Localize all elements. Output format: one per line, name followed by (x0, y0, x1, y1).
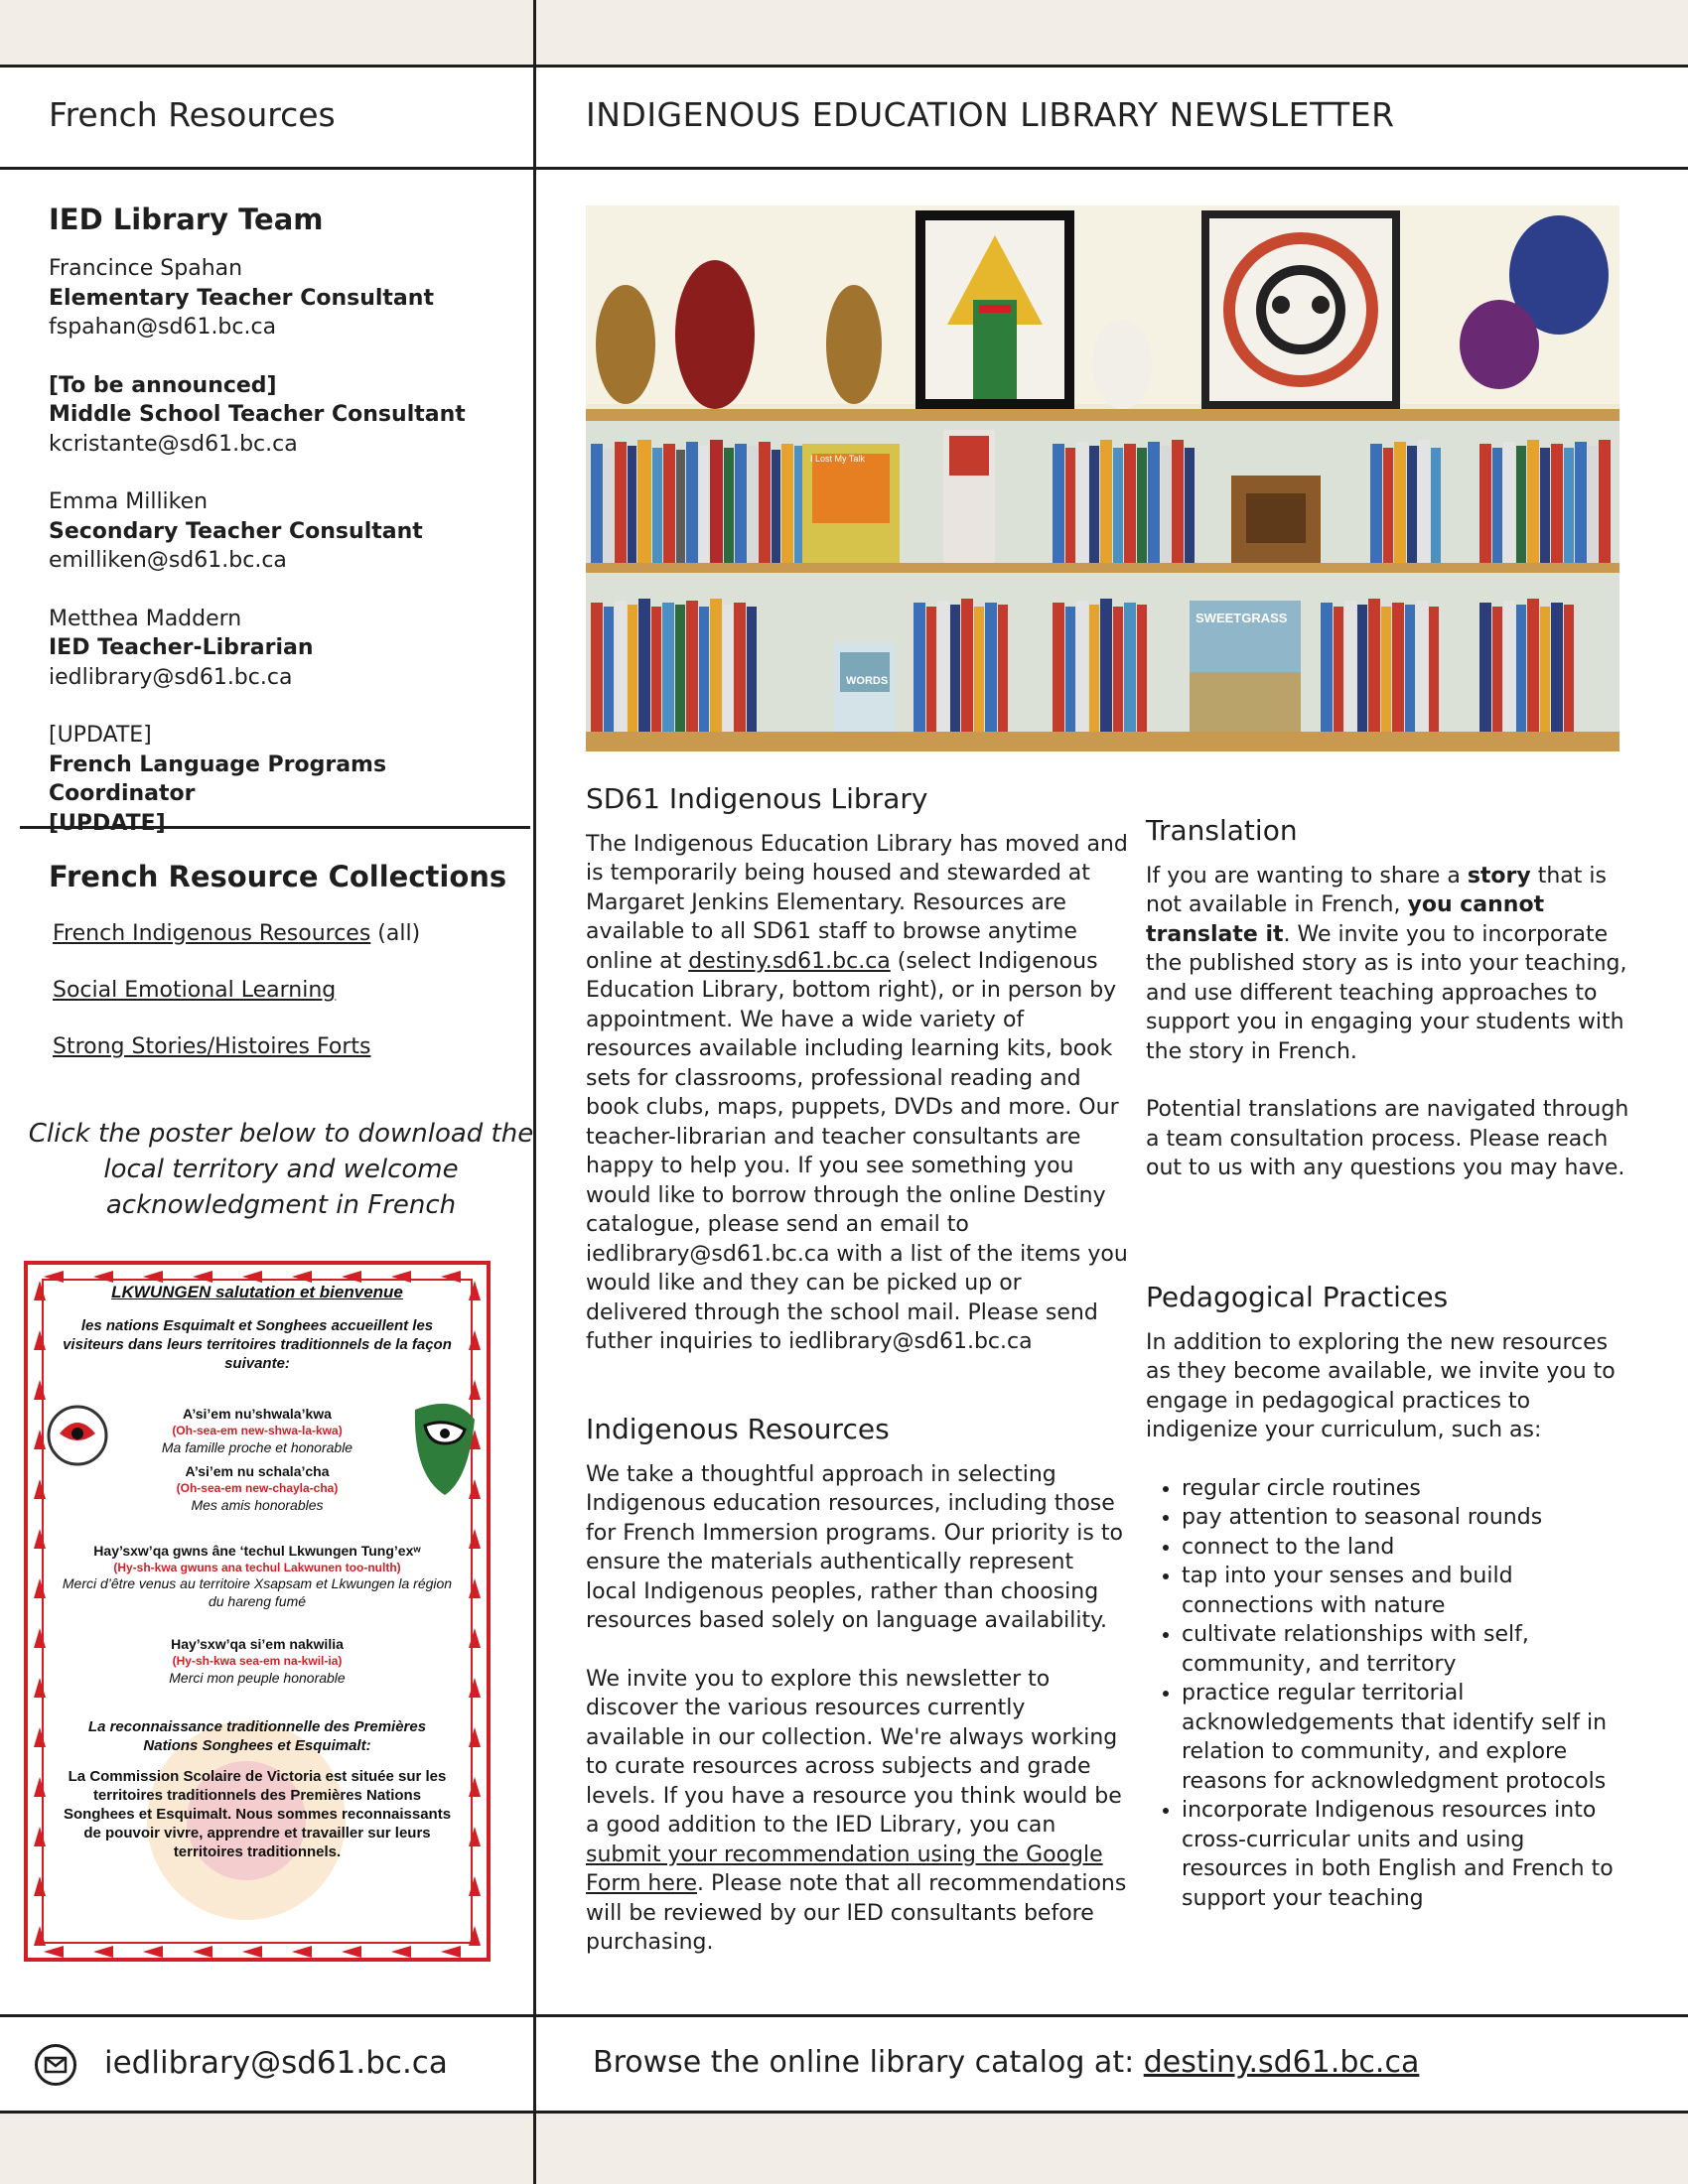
sidebar-title: French Resources (49, 95, 336, 134)
collections-section (49, 860, 525, 1091)
team-heading: IED Library Team (49, 203, 324, 236)
greeting-4-pronunciation: (Hy-sh-kwa sea-em na-kwil-ia) (172, 1654, 343, 1668)
translation-heading: Translation (1146, 814, 1298, 847)
greeting-2-pronunciation: (Oh-sea-em new-chayla-cha) (176, 1481, 339, 1495)
resources-heading: Indigenous Resources (586, 1413, 890, 1445)
google-form-link[interactable]: submit your recommendation using the Google Form here (586, 1842, 1103, 1896)
rule-footer-top (0, 2014, 1688, 2017)
greeting-2-french: Mes amis honorables (191, 1497, 324, 1513)
bottom-band (0, 2113, 1688, 2184)
footer-browse: Browse the online library catalog at: destiny.sd61.bc.ca (593, 2045, 1420, 2080)
greeting-1-pronunciation: (Oh-sea-em new-shwa-la-kwa) (172, 1424, 343, 1437)
poster-caption: Click the poster below to download the local territory and welcome acknowledgment in French (28, 1119, 534, 1220)
team-member (49, 371, 525, 460)
member-name: Emma Milliken (49, 489, 209, 514)
translation-paragraph-2: Potential translations are navigated through a team consultation process. Please reach out to us with any questions you may have. (1146, 1097, 1629, 1180)
link-suffix: (all) (370, 921, 421, 946)
library-section (586, 784, 1130, 1357)
library-paragraph: The Indigenous Education Library has moved and is temporarily being housed and stewarded at Margaret Jenkins Elementary. Resources are available to all SD61 staff to browse anytime online at destiny.sd61.bc.ca (select Indigenous Education Library, bottom right), or in person by appointment. We have a wide variety of resources available including learning kits, book sets for classrooms, professional reading and book clubs, maps, puppets, DVDs and more. Our teacher-librarian and teacher consultants are happy to help you. If you see something you would like to borrow through the online Destiny catalogue, please send an email to iedlibrary@sd61.bc.ca with a list of the items you would like and they can be picked up or delivered through the school mail. Please send futher inquiries to iedlibrary@sd61.bc.ca (586, 831, 1128, 1354)
team-member (49, 605, 525, 693)
translation-paragraph-1: If you are wanting to share a story that is not available in French, you cannot translate it. We invite you to incorporate the published story as is into your teaching, and use different teaching approaches to support you in engaging your students with the story in French. (1146, 863, 1627, 1064)
poster-title: LKWUNGEN salutation et bienvenue (111, 1283, 403, 1301)
greeting-2: A’si’em nu schala’cha (185, 1463, 330, 1479)
member-role: French Language Programs Coordinator (49, 751, 387, 806)
library-shelves-photo (586, 205, 1619, 751)
pedagogy-section (1146, 1283, 1632, 1913)
resources-section (586, 1415, 1130, 1958)
member-email[interactable]: fspahan@sd61.bc.ca (49, 315, 277, 340)
translation-section (1146, 816, 1632, 1183)
book-title-words: WORDS (846, 675, 889, 687)
book-title-sweetgrass: SWEETGRASS (1196, 611, 1288, 625)
bookshelf-illustration (586, 205, 1619, 751)
team-member (49, 721, 525, 838)
recognition-title: La reconnaissance traditionnelle des Premières Nations Songhees et Esquimalt: (87, 1718, 427, 1754)
member-name: [To be announced] (49, 372, 277, 398)
member-role: IED Teacher-Librarian (49, 635, 314, 660)
book-title-lost-my-talk: I Lost My Talk (810, 454, 865, 464)
destiny-link[interactable]: destiny.sd61.bc.ca (688, 948, 891, 974)
member-email[interactable]: iedlibrary@sd61.bc.ca (49, 664, 293, 690)
newsletter-title: INDIGENOUS EDUCATION LIBRARY NEWSLETTER (586, 95, 1395, 134)
footer-destiny-link[interactable]: destiny.sd61.bc.ca (1143, 2045, 1420, 2080)
column-divider (533, 0, 536, 2184)
member-email[interactable]: emilliken@sd61.bc.ca (49, 548, 287, 573)
top-band (0, 0, 1688, 66)
list-item: • regular circle routines (1182, 1474, 1632, 1504)
link-social-emotional-learning[interactable]: Social Emotional Learning (53, 978, 337, 1003)
footer-email[interactable]: iedlibrary@sd61.bc.ca (104, 2045, 448, 2081)
team-member (49, 487, 525, 576)
pedagogy-intro: In addition to exploring the new resources as they become available, we invite you to engage in pedagogical practices to indigenize your curriculum, such as: (1146, 1329, 1616, 1442)
member-role: Middle School Teacher Consultant (49, 402, 466, 427)
list-item: • incorporate Indigenous resources into cross-curricular units and using resources in both English and French to support your teaching (1182, 1796, 1632, 1913)
acknowledgment-poster[interactable] (24, 1261, 491, 1962)
team-section (49, 203, 525, 838)
greeting-4: Hay’sxw’qa si’em nakwilia (171, 1636, 344, 1652)
library-heading: SD61 Indigenous Library (586, 782, 928, 815)
list-item: • tap into your senses and build connections with nature (1182, 1562, 1632, 1620)
greeting-4-french: Merci mon peuple honorable (169, 1670, 346, 1686)
pedagogy-list (1146, 1474, 1632, 1914)
list-item: • practice regular territorial acknowledgements that identify self in relation to community, and explore reasons for acknowledgment protocols (1182, 1679, 1632, 1796)
member-role: Secondary Teacher Consultant (49, 518, 423, 544)
list-item: • cultivate relationships with self, community, and territory (1182, 1620, 1632, 1679)
rule-footer-bottom (0, 2111, 1688, 2114)
collections-heading: French Resource Collections (49, 860, 507, 893)
link-french-indigenous-resources[interactable]: French Indigenous Resources (53, 921, 371, 946)
list-item: • pay attention to seasonal rounds (1182, 1503, 1632, 1533)
rule-header (0, 167, 1688, 170)
member-role: Elementary Teacher Consultant (49, 285, 434, 311)
member-name: [UPDATE] (49, 723, 152, 748)
rule-top (0, 65, 1688, 68)
member-email[interactable]: kcristante@sd61.bc.ca (49, 431, 298, 457)
poster-intro: les nations Esquimalt et Songhees accueillent les visiteurs dans leurs territoires traditionnels de la façon suivante: (63, 1317, 452, 1372)
resources-paragraph-1: We take a thoughtful approach in selecting Indigenous education resources, including those for French Immersion programs. Our priority is to ensure the materials authentically represent local Indigenous peoples, rather than choosing resources based solely on language availability. (586, 1461, 1123, 1633)
pedagogy-heading: Pedagogical Practices (1146, 1281, 1449, 1313)
greeting-3-french: Merci d’être venus au territoire Xsapsam et Lkwungen la région du hareng fumé (62, 1575, 453, 1609)
greeting-1: A’si’em nu’shwala’kwa (183, 1406, 332, 1422)
link-strong-stories[interactable]: Strong Stories/Histoires Forts (53, 1034, 371, 1059)
mail-icon[interactable] (35, 2044, 76, 2086)
greeting-3: Hay’sxw’qa gwns âne ‘techul Lkwungen Tung’exʷ (93, 1543, 421, 1559)
list-item: • connect to the land (1182, 1533, 1632, 1563)
member-name: Francince Spahan (49, 256, 243, 281)
greeting-1-french: Ma famille proche et honorable (161, 1439, 353, 1455)
team-member (49, 254, 525, 342)
resources-paragraph-2: We invite you to explore this newsletter to discover the various resources currently available in our collection. We're always working to curate resources across subjects and grade levels. If you have a resource you think would be a good addition to the IED Library, you can submit your recommendation using the Google Form here. Please note that all recommendations will be reviewed by our IED consultants before purchasing. (586, 1666, 1127, 1955)
member-name: Metthea Maddern (49, 606, 242, 631)
recognition-body: La Commission Scolaire de Victoria est située sur les territoires traditionnels des Premières Nations Songhees et Esquimalt. Nous sommes reconnaissants de pouvoir vivre, apprendre et travailler sur leurs territoires traditionnels. (63, 1768, 452, 1860)
greeting-3-pronunciation: (Hy-sh-kwa gwuns ana techul Lakwunen too-nulth) (113, 1561, 401, 1574)
member-email: [UPDATE] (49, 810, 166, 836)
